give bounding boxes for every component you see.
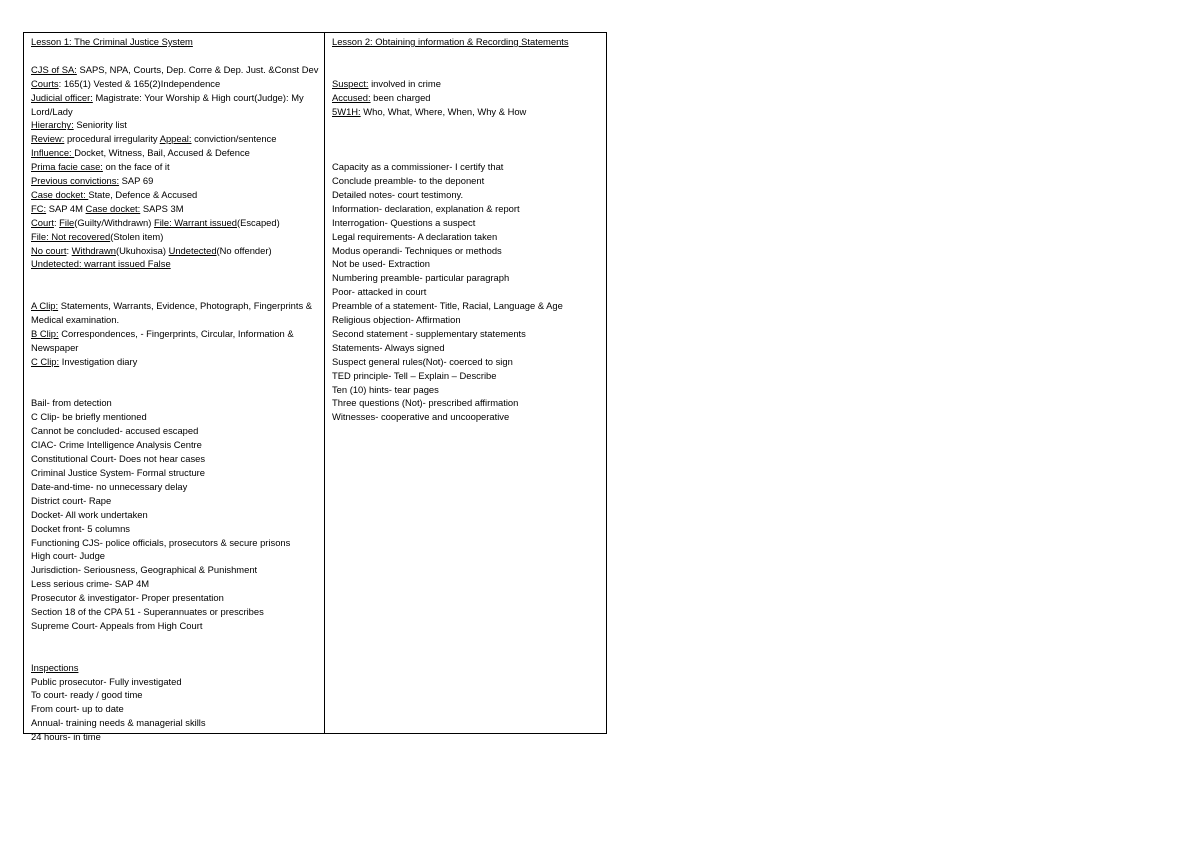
glossary-line: Suspect general rules(Not)- coerced to sign: [332, 355, 513, 367]
glossary-line: Legal requirements- A declaration taken: [332, 230, 498, 242]
glossary-line: Conclude preamble- to the deponent: [332, 174, 485, 186]
b-clip-entry: B Clip: Correspondences, - Fingerprints, Circular, Information & Newspaper: [31, 327, 294, 353]
glossary-line: C Clip- be briefly mentioned: [31, 411, 147, 423]
glossary-line: Section 18 of the CPA 51 - Superannuates or prescribes: [31, 606, 264, 618]
lesson2-column: [325, 33, 606, 733]
accused-entry: Accused: been charged: [332, 91, 431, 103]
glossary-line: Supreme Court- Appeals from High Court: [31, 619, 203, 631]
hierarchy-entry: Hierarchy: Seniority list: [31, 119, 127, 131]
court-entry: Court: File(Guilty/Withdrawn) File: Warrant issued(Escaped): [31, 216, 280, 228]
glossary-line: Criminal Justice System- Formal structure: [31, 467, 205, 479]
undetected-entry: Undetected: warrant issued False: [31, 258, 171, 270]
glossary-line: Numbering preamble- particular paragraph: [332, 272, 510, 284]
glossary-line: Functioning CJS- police officials, prosecutors & secure prisons: [31, 536, 291, 548]
lesson1-title: Lesson 1: The Criminal Justice System: [31, 36, 193, 47]
judicial-officer-entry: Judicial officer: Magistrate: Your Worship & High court(Judge): My Lord/Lady: [31, 91, 304, 117]
glossary-line: Docket front- 5 columns: [31, 522, 130, 534]
previous-convictions-entry: Previous convictions: SAP 69: [31, 175, 154, 187]
glossary-line: Interrogation- Questions a suspect: [332, 216, 476, 228]
glossary-line: Preamble of a statement- Title, Racial, Language & Age: [332, 300, 563, 312]
glossary-line: Detailed notes- court testimony.: [332, 188, 464, 200]
glossary-line: Modus operandi- Techniques or methods: [332, 244, 502, 256]
glossary-line: CIAC- Crime Intelligence Analysis Centre: [31, 439, 202, 451]
prima-facie-entry: Prima facie case: on the face of it: [31, 161, 170, 173]
glossary-line: Statements- Always signed: [332, 341, 445, 353]
cjs-entry: CJS of SA: SAPS, NPA, Courts, Dep. Corre & Dep. Just. &Const Dev: [31, 63, 319, 75]
influence-entry: Influence: Docket, Witness, Bail, Accused & Defence: [31, 147, 250, 159]
case-docket-entry: Case docket: State, Defence & Accused: [31, 188, 198, 200]
glossary-line: Public prosecutor- Fully investigated: [31, 675, 182, 687]
glossary-line: Witnesses- cooperative and uncooperative: [332, 411, 510, 423]
glossary-line: TED principle- Tell – Explain – Describe: [332, 369, 497, 381]
inspections-list: [31, 675, 324, 745]
lesson2-glossary: [332, 160, 606, 424]
not-recovered-entry: File: Not recovered(Stolen item): [31, 230, 164, 242]
glossary-line: Docket- All work undertaken: [31, 508, 148, 520]
glossary-line: Poor- attacked in court: [332, 286, 427, 298]
glossary-line: Less serious crime- SAP 4M: [31, 578, 150, 590]
glossary-line: To court- ready / good time: [31, 689, 143, 701]
glossary-line: Three questions (Not)- prescribed affirmation: [332, 397, 519, 409]
fc-entry: FC: SAP 4M Case docket: SAPS 3M: [31, 202, 184, 214]
glossary-line: District court- Rape: [31, 494, 112, 506]
glossary-line: Ten (10) hints- tear pages: [332, 383, 439, 395]
review-appeal-entry: Review: procedural irregularity Appeal: conviction/sentence: [31, 133, 277, 145]
glossary-line: Not be used- Extraction: [332, 258, 430, 270]
glossary-line: Prosecutor & investigator- Proper presentation: [31, 592, 224, 604]
a-clip-entry: A Clip: Statements, Warrants, Evidence, Photograph, Fingerprints & Medical examination.: [31, 300, 313, 326]
glossary-line: Annual- training needs & managerial skills: [31, 717, 206, 729]
glossary-line: Jurisdiction- Seriousness, Geographical & Punishment: [31, 564, 258, 576]
no-court-entry: No court: Withdrawn(Ukuhoxisa) Undetected(No offender): [31, 244, 272, 256]
glossary-line: Date-and-time- no unnecessary delay: [31, 480, 188, 492]
glossary-line: Cannot be concluded- accused escaped: [31, 425, 199, 437]
glossary-line: 24 hours- in time: [31, 731, 101, 743]
notes-table: [23, 32, 607, 743]
suspect-entry: Suspect: involved in crime: [332, 77, 441, 89]
lesson1-column: [24, 33, 325, 743]
glossary-line: From court- up to date: [31, 703, 124, 715]
glossary-line: Capacity as a commissioner- I certify that: [332, 161, 504, 173]
glossary-line: Information- declaration, explanation & report: [332, 202, 520, 214]
inspections-heading: Inspections: [31, 661, 79, 673]
courts-entry: Courts: 165(1) Vested & 165(2)Independence: [31, 77, 221, 89]
glossary-line: Bail- from detection: [31, 397, 112, 409]
glossary-line: Constitutional Court- Does not hear cases: [31, 453, 206, 465]
lesson2-title: Lesson 2: Obtaining information & Recording Statements: [332, 36, 569, 47]
glossary-line: Religious objection- Affirmation: [332, 314, 461, 326]
glossary-line: High court- Judge: [31, 550, 105, 562]
glossary-line: Second statement - supplementary statements: [332, 327, 526, 339]
5w1h-entry: 5W1H: Who, What, Where, When, Why & How: [332, 105, 527, 117]
lesson1-glossary: [31, 396, 324, 632]
c-clip-entry: C Clip: Investigation diary: [31, 355, 138, 367]
